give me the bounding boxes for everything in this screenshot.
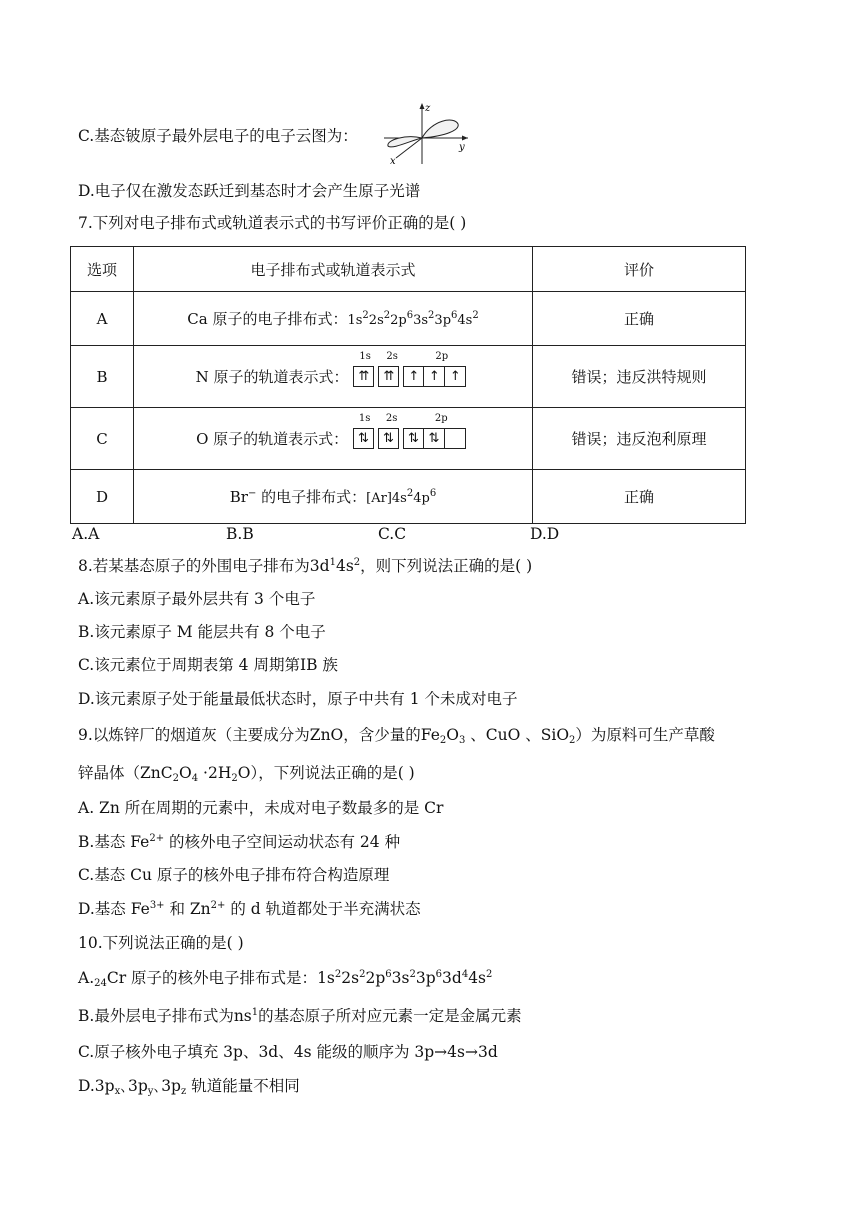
row-option: A xyxy=(71,292,134,346)
q10-option-d: $D.3p_x$､$3p_y$､$3p_z$ 轨道能量不相同 xyxy=(78,1077,300,1097)
table-row xyxy=(71,470,746,524)
table-row xyxy=(71,346,746,408)
q7-answer-c: C.C xyxy=(378,525,407,543)
axis-x-label: x xyxy=(390,156,396,167)
axis-z-label: z xyxy=(425,103,431,114)
q9-option-a: A. Zn 所在周期的元素中，未成对电子数最多的是 Cr xyxy=(78,799,444,817)
q8-option-a: A.该元素原子最外层共有 3 个电子 xyxy=(78,590,316,608)
q10-stem: 10.下列说法正确的是( ) xyxy=(78,934,244,952)
q7-answer-b: B.B xyxy=(226,525,254,543)
q8-option-b: B.该元素原子 M 能层共有 8 个电子 xyxy=(78,623,326,641)
q7-answer-a: A.A xyxy=(72,525,100,543)
row-content: Br− 的电子排布式：$[Ar]4s^24p^6$ xyxy=(134,470,533,524)
table-header-content: 电子排布式或轨道表示式 xyxy=(134,247,533,292)
orbital-diagram-n: 1s 2s 2p ⇈ ⇈ ↑ ↑ ↑ xyxy=(353,366,470,387)
q8-option-c: C.该元素位于周期表第 4 周期第ⅠB 族 xyxy=(78,656,338,674)
q9-stem-line1: 9.以炼锌厂的烟道灰（主要成分为ZnO，含少量的$Fe_2O_3$ 、CuO 、SiO$_2$）为原料可生产草酸 xyxy=(78,726,715,746)
table-row xyxy=(71,408,746,470)
q10-option-b: B.最外层电子排布式为$ns^1$的基态原子所对应元素一定是金属元素 xyxy=(78,1007,522,1025)
q9-stem-line2: 锌晶体$(ZnC_2O_4 \cdot 2H_2O)$，下列说法正确的是( ) xyxy=(78,764,415,784)
q10-option-c: C.原子核外电子填充 3p、3d、4s 能级的顺序为 3p→4s→3d xyxy=(78,1043,498,1061)
q6-option-d: D.电子仅在激发态跃迁到基态时才会产生原子光谱 xyxy=(78,182,421,200)
q7-stem: 7.下列对电子排布式或轨道表示式的书写评价正确的是( ) xyxy=(78,214,467,232)
q7-answer-d: D.D xyxy=(530,525,560,543)
row-content: O 原子的轨道表示式： 1s 2s 2p ⇅ ⇅ ⇅ ⇅ xyxy=(134,408,533,470)
q9-option-b: B.基态 $Fe^{2+}$ 的核外电子空间运动状态有 24 种 xyxy=(78,833,401,851)
row-option: C xyxy=(71,408,134,470)
row-eval: 错误；违反洪特规则 xyxy=(533,346,746,408)
q8-stem: 8.若某基态原子的外围电子排布为$3d^14s^2$，则下列说法正确的是( ) xyxy=(78,557,533,575)
q9-option-c: C.基态 Cu 原子的核外电子排布符合构造原理 xyxy=(78,866,390,884)
row-content: Ca 原子的电子排布式：$1s^22s^22p^63s^23p^64s^2$ xyxy=(134,292,533,346)
row-eval: 正确 xyxy=(533,470,746,524)
table-header-option: 选项 xyxy=(71,247,134,292)
q6-option-c-text: C.基态铍原子最外层电子的电子云图为： xyxy=(78,127,358,145)
row-option: D xyxy=(71,470,134,524)
row-content: N 原子的轨道表示式： 1s 2s 2p ⇈ ⇈ ↑ ↑ ↑ xyxy=(134,346,533,408)
orbital-diagram-o: 1s 2s 2p ⇅ ⇅ ⇅ ⇅ xyxy=(353,428,470,449)
q7-table xyxy=(70,246,746,524)
row-eval: 正确 xyxy=(533,292,746,346)
table-row xyxy=(71,292,746,346)
q6-option-c xyxy=(78,125,358,147)
q10-option-a: $A._{24}Cr$ 原子的核外电子排布式是：$1s^22s^22p^63s^23p^63d^44s^2$ xyxy=(78,969,493,989)
row-option: B xyxy=(71,346,134,408)
q9-option-d: D.基态 $Fe^{3+}$ 和 $Zn^{2+}$ 的 d 轨道都处于半充满状态 xyxy=(78,900,421,918)
q8-option-d: D.该元素原子处于能量最低状态时，原子中共有 1 个未成对电子 xyxy=(78,690,518,708)
row-eval: 错误；违反泡利原理 xyxy=(533,408,746,470)
table-header-eval: 评价 xyxy=(533,247,746,292)
axis-y-label: y xyxy=(459,142,465,153)
electron-cloud-figure xyxy=(380,100,472,168)
q7-answer-options xyxy=(72,523,559,545)
